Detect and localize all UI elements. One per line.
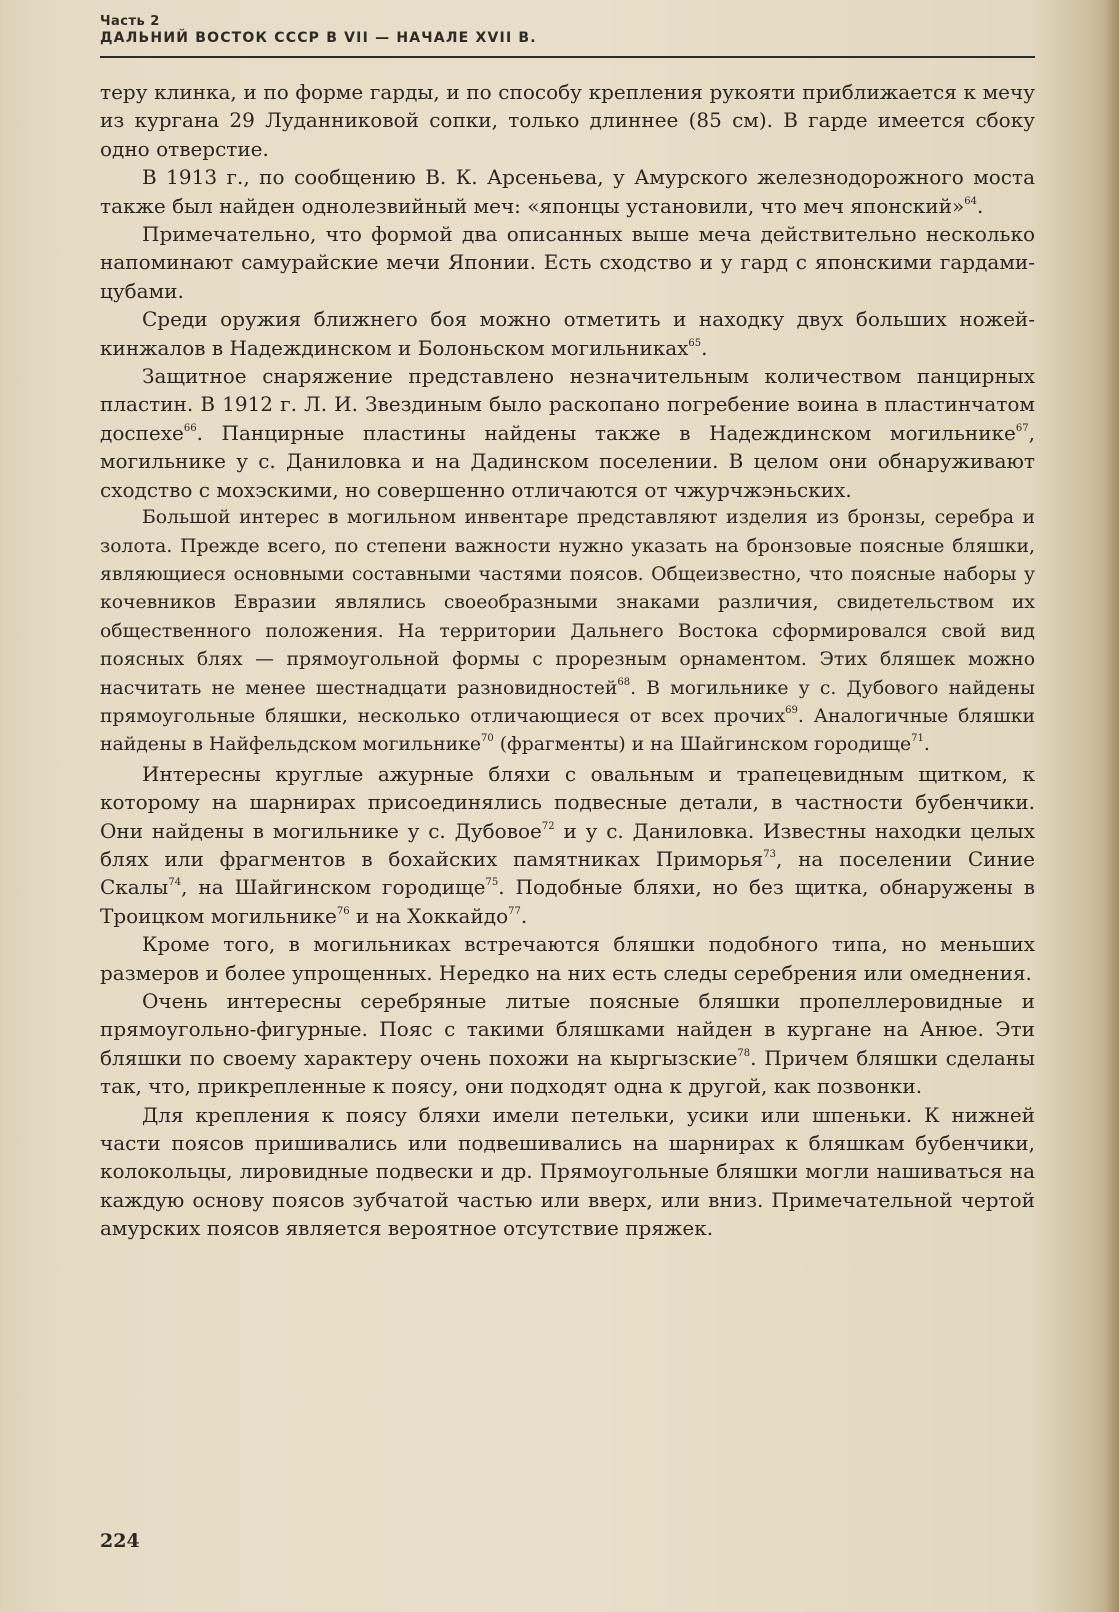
footnote-ref: 74 xyxy=(168,877,182,889)
text-run: В 1913 г., по сообщению В. К. Арсеньева, у Амурского железнодорожного моста также был найден однолезвийный меч: «японцы установили, что меч японский» xyxy=(100,165,1035,218)
text-run: Среди оружия ближнего боя можно отметить и находку двух больших ножей-кинжалов в Надеждинском и Болоньском могильниках xyxy=(100,307,1035,360)
text-run: , на поселении Синие Скалы xyxy=(100,846,1035,900)
body-text xyxy=(100,78,1035,1243)
footnote-ref: 71 xyxy=(911,733,924,745)
text-run: и на Хоккайдо xyxy=(349,903,509,928)
footnote-ref: 73 xyxy=(763,848,776,860)
footnote-ref: 75 xyxy=(485,877,499,889)
text-run: Очень интересны серебряные литые поясные бляшки пропеллеровидные и прямоугольно-фигурные. Пояс с такими бляшками найден в кургане на Анюе. Эти бляшки по своему характеру очень похожи на кыргызские xyxy=(100,989,1035,1070)
running-head-title: ДАЛЬНИЙ ВОСТОК СССР В VII — НАЧАЛЕ XVII В. xyxy=(100,30,537,46)
footnote-ref: 67 xyxy=(1015,422,1029,434)
paragraph xyxy=(100,987,1035,1101)
footnote-ref: 64 xyxy=(964,195,977,207)
running-head-part: Часть 2 xyxy=(100,14,160,29)
text-run: Защитное снаряжение представлено незначительным количеством панцирных пластин. В 1912 г. Л. И. Звездиным было раскопано погребение воина в пластинчатом доспехе xyxy=(100,364,1035,445)
footnote-ref: 65 xyxy=(688,337,702,349)
page-number: 224 xyxy=(100,1530,140,1552)
text-run: Большой интерес в могильном инвентаре представляют изделия из бронзы, серебра и золота. Прежде всего, по степени важности нужно указать на бронзовые поясные бляшки, являющиеся основными составными частями поясов. Общеизвестно, что поясные наборы у кочевников Евразии являлись своеобразными знаками различия, свидетельством их общественного положения. На территории Дальнего Востока сформировался свой вид поясных блях — прямоугольной формы с прорезным орнаментом. Этих бляшек можно насчитать не менее шестнадцати разновидностей xyxy=(100,507,1035,699)
footnote-ref: 70 xyxy=(480,733,494,745)
text-run: Примечательно, что формой два описанных выше меча действительно несколько напоминают самурайские мечи Японии. Есть сходство и у гард с японскими гардами-цубами. xyxy=(100,222,1035,303)
text-run: Кроме того, в могильниках встречаются бляшки подобного типа, но меньших размеров и более упрощенных. Нередко на них есть следы серебрения или омеднения. xyxy=(100,932,1035,985)
running-head xyxy=(100,14,1035,47)
paragraph xyxy=(100,362,1035,504)
text-run: . Панцирные пластины найдены также в Надеждинском могильнике xyxy=(196,420,1016,445)
text-run: . Подобные бляхи, но без щитка, обнаружены в Троицком могильнике xyxy=(100,875,1035,928)
text-run: Для крепления к поясу бляхи имели петельки, усики или шпеньки. К нижней части поясов пришивались или подвешивались на шарнирах к бляшкам бубенчики, колокольцы, лировидные подвески и др. Прямоугольные бляшки могли нашиваться на каждую основу поясов зубчатой частью или вверх, или вниз. Примечательной чертой амурских поясов является вероятное отсутствие пряжек. xyxy=(100,1102,1035,1241)
text-run: . Аналогичные бляшки найдены в Найфельдском могильнике xyxy=(100,705,1035,756)
footnote-ref: 77 xyxy=(508,905,521,917)
footnote-ref: 69 xyxy=(785,704,798,716)
text-run: Интересны круглые ажурные бляхи с овальным и трапецевидным щитком, к которому на шарнирах присоединялись подвесные детали, в частности бубенчики. Они найдены в могильнике у с. Дубовое xyxy=(100,761,1035,843)
text-run: и у с. Даниловка. Известны находки целых блях или фрагментов в бохайских памятниках Приморья xyxy=(100,818,1035,871)
paragraph xyxy=(100,1101,1035,1243)
page-edge-shadow xyxy=(1105,0,1119,1612)
text-run: . Причем бляшки сделаны так, что, прикрепленные к поясу, они подходят одна к другой, как позвонки. xyxy=(100,1045,1035,1099)
paragraph xyxy=(100,220,1035,305)
footnote-ref: 76 xyxy=(336,905,350,917)
footnote-ref: 66 xyxy=(183,422,197,434)
paragraph xyxy=(100,78,1035,163)
paragraph xyxy=(100,163,1035,220)
text-run: (фрагменты) и на Шайгинском городище xyxy=(493,734,912,756)
footnote-ref: 72 xyxy=(541,820,555,832)
text-run: . xyxy=(701,335,708,360)
paragraph xyxy=(100,305,1035,362)
text-run: . xyxy=(923,734,930,756)
text-run: теру клинка, и по форме гарды, и по способу крепления рукояти приближается к мечу из кургана 29 Луданниковой сопки, только длиннее (85 см). В гарде имеется сбоку одно отверстие. xyxy=(100,80,1035,161)
paragraph xyxy=(100,504,1035,760)
footnote-ref: 68 xyxy=(617,676,631,688)
text-run: . xyxy=(520,903,528,928)
text-run: , на Шайгинском городище xyxy=(181,875,486,900)
paragraph xyxy=(100,930,1035,987)
paragraph xyxy=(100,760,1035,930)
header-rule xyxy=(100,56,1035,58)
text-run: . xyxy=(976,193,984,218)
text-run: . В могильнике у с. Дубового найдены прямоугольные бляшки, несколько отличающиеся от всех прочих xyxy=(100,677,1035,727)
text-run: , могильнике у с. Даниловка и на Дадинском поселении. В целом они обнаруживают сходство с мохэскими, но совершенно отличаются от чжурчжэньских. xyxy=(100,420,1035,502)
footnote-ref: 78 xyxy=(737,1047,751,1059)
